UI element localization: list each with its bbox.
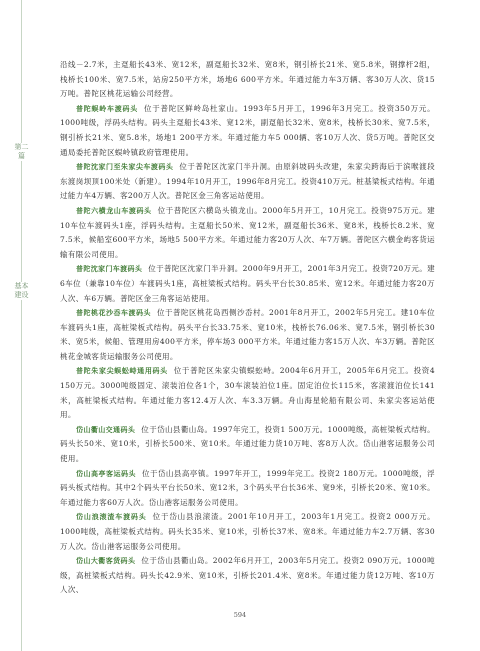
entry-body: 位于普陀区鲜岭岛杜家山。1993年5月开工，1996年3月完工。投资350万元。1000吨级，浮码头结构。码头主趸船长43米、宽12米，副趸船长32米、宽8米，栈桥长30米、宽7.5米，钢引桥长21米、宽5.8米，场地1 200平方米。年通过能力车5 000辆、客10万人次、货5万吨。普陀区交通局委托普陀区蜈岭镇政府管理使用。 — [60, 103, 435, 157]
entry-title: 普陀沈家门至朱家尖车渡码头 — [76, 163, 174, 172]
entry-gaoting — [60, 467, 435, 511]
entry-title: 岱山浪滚渣车渡码头 — [76, 513, 147, 522]
entry-body: 位于普陀区沈家门半升洞。由原斜坡码头改建，朱家尖跨海后于滨喉渡段东渡岗坝顶100米处（新建）。1994年10月开工，1996年8月完工。投资410万元。桩基梁板式结构。年通过能力车4万辆、客200万人次。普陀区金三角客运站使用。 — [60, 162, 435, 201]
entry-body: 位于普陀区六横岛头镇龙山。2000年5月开工，10月完工。投资975万元。建10车位车渡码头1座，浮码头结构。主趸船长50米、宽12米，副趸船长36米、宽8米，栈桥长8.2米、宽7.5米，候船室600平方米，场地5 500平方米。年通过能力客20万人次、车7万辆。普陀区六横金屿客货运输有限公司使用。 — [60, 205, 436, 259]
entry-qushan — [60, 423, 435, 467]
entry-title: 普陀六横龙山车渡码头 — [76, 206, 152, 215]
page-number: 594 — [233, 611, 247, 619]
entry-body: 位于岱山县衢山岛。1997年完工，投资1 500万元。1000吨级，高桩梁板式结构。码头长50米、宽10米，引桥长500米、宽10米。年通过能力货10万吨、客8万人次。岱山港客运服务公司使用。 — [60, 424, 435, 464]
entry-title: 普陀蜈岭车渡码头 — [76, 104, 139, 113]
entry-daqu — [60, 554, 435, 598]
entry-title: 岱山衢山交通码头 — [76, 425, 136, 434]
entry-liuheng-longshan — [60, 204, 435, 262]
entry-shenjiamen-zhujiajian — [60, 160, 435, 204]
entry-body: 位于普陀区沈家门半升洞。2000年9月开工，2001年3月完工。投资720万元。建6车位（兼靠10车位）车渡码头1座，高桩梁板式结构。码头平台长30.85米、宽12米。年通过能力客20万人次、车6万辆。普陀区金三角客运站使用。 — [60, 264, 435, 303]
entry-title: 普陀桃花沙岙车渡码头 — [76, 309, 151, 318]
entry-title: 岱山大衢客货码头 — [76, 557, 136, 566]
entry-title: 普陀朱家尖蜈蚣峙通用码头 — [76, 367, 168, 376]
side-rule — [21, 0, 22, 651]
chapter-marker: 第二篇 — [14, 143, 29, 160]
entry-body: 位于普陀区朱家尖镇蜈蚣峙。2004年6月开工，2005年6月完工。投资4 150万元。3000吨级固定、滚装泊位各1个，30车滚装泊位1座。固定泊位长115米，客滚渡泊位长141米，高桩梁板式结构。年通过能力客12.4万人次、车3.3万辆。舟山海星轮船有限公司、朱家尖客运站使用。 — [60, 366, 436, 420]
entry-title: 普陀沈家门车渡码头 — [76, 265, 143, 274]
entry-body: 位于岱山县衢山岛。2002年6月开工，2003年5月完工。投资2 090万元。1000吨级，高桩梁板式结构。码头长42.9米、宽10米，引桥长201.4米、宽8米。年通过能力货12万吨、客10万人次、 — [60, 556, 435, 595]
entry-body: 位于岱山县浪滚渣。2001年10月开工，2003年1月完工。投资2 000万元。1000吨级，高桩梁板式结构。码头长35米、宽10米，引桥长37米、宽8米。年通过能力车2.7万辆、客30万人次。岱山港客运服务公司使用。 — [60, 512, 435, 551]
entry-shenjiamen — [60, 262, 435, 306]
intro-paragraph: 沿线－2.7米，主趸船长43米、宽12米，副趸船长32米、宽8米，钢引桥长21米、宽5.8米，钢撑杆2组，栈桥长100米、宽7.5米，站房250平方米，场地6 600平方米。年通过能力车3万辆、客30万人次、货15万吨。普陀区桃花运输公司经营。 — [60, 60, 435, 99]
entry-body: 位于普陀区桃花岛西侧沙岙村。2001年8月开工，2002年5月完工。建10车位车渡码头1座，高桩梁板式结构。码头平台长33.75米、宽10米，栈桥长76.06米、宽7.5米，钢引桥长30米、宽5米，候船、管理用房400平方米，停车场3 000平方米。年通过能力客15万人次、车3万辆。普陀区桃花金城客货运输服务公司使用。 — [60, 308, 435, 361]
section-marker: 基本建设 — [14, 282, 29, 299]
entry-body: 位于岱山县高亭镇。1997年开工，1999年完工。投资2 180万元。1000吨级，浮码头板式结构。其中2个码头平台长50米、宽12米，3个码头平台长36米、宽9米，引桥长20米、宽10米。年通过能力客60万人次。岱山港客运服务公司使用。 — [60, 468, 436, 507]
entry-zhujiajian-wugongzhi — [60, 364, 435, 422]
page-body — [60, 58, 435, 598]
entry-title: 岱山高亭客运码头 — [76, 469, 136, 478]
entry-taohua-shaao — [60, 306, 435, 364]
entry-langgunzha — [60, 510, 435, 554]
entry-wuling — [60, 102, 435, 160]
